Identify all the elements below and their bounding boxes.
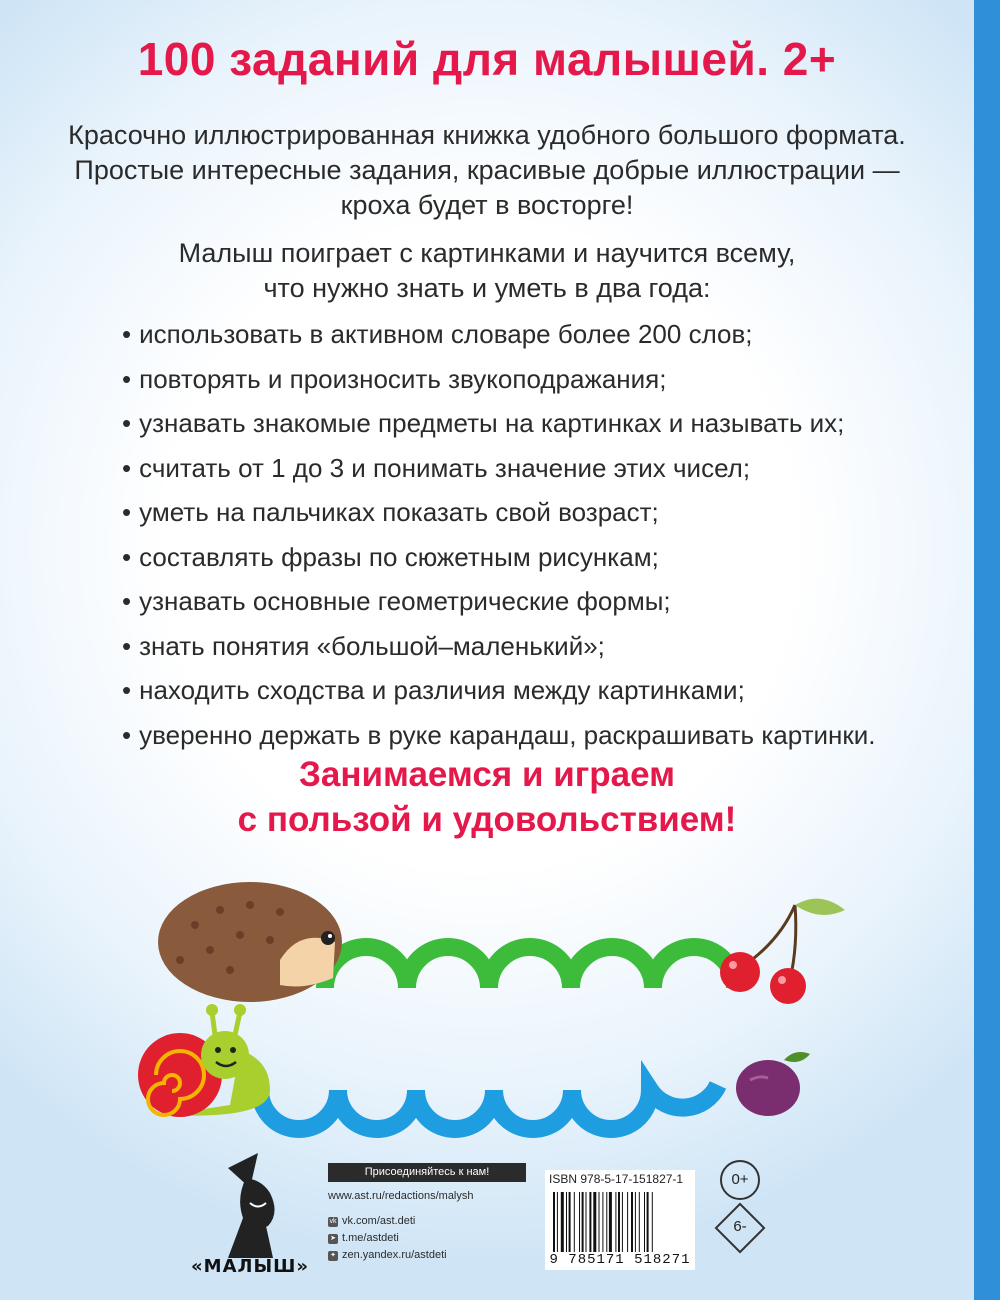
blue-track (260, 1085, 718, 1129)
bullet: • (122, 675, 132, 705)
telegram-icon: ➤ (328, 1234, 338, 1244)
barcode-bar (593, 1192, 596, 1252)
list-item (122, 668, 922, 713)
barcode-bar (609, 1192, 612, 1252)
skill-text: знать понятия «большой–маленький»; (139, 630, 605, 661)
bullet: • (122, 497, 132, 527)
isbn-label: ISBN 978-5-17-151827-1 (549, 1172, 684, 1186)
skill-text: составлять фразы по сюжетным рисункам; (139, 541, 659, 572)
age-warning-label: 6- (733, 1218, 747, 1235)
age-rating-badge: 0+ (720, 1160, 760, 1200)
motto-line: Занимаемся и играем (298, 755, 676, 794)
barcode-bar (647, 1192, 649, 1252)
zen-icon: ✦ (328, 1251, 338, 1261)
snail-icon (138, 1004, 270, 1117)
intro-line: Красочно иллюстрированная книжка удобного большого формата. (68, 120, 906, 150)
lead-line: Малыш поиграет с картинками и научится всему, (178, 238, 796, 268)
barcode-bar (606, 1192, 607, 1252)
intro-line: Простые интересные задания, красивые добрые иллюстрации — (74, 155, 900, 185)
skill-text: уметь на пальчиках показать свой возраст; (139, 497, 659, 527)
vk-icon: vk (329, 1217, 337, 1225)
barcode-bar (599, 1192, 600, 1252)
hedgehog-icon (158, 882, 342, 1002)
skill-text: использовать в активном словаре более 200 слов; (139, 319, 753, 349)
barcode-bar (652, 1192, 653, 1252)
motto (0, 752, 974, 842)
list-item (122, 624, 922, 669)
barcode-bar (566, 1192, 567, 1252)
intro-paragraph (20, 118, 954, 223)
book-title: 100 заданий для малышей. 2+ (137, 33, 837, 85)
barcode-bar (579, 1192, 580, 1252)
list-item (122, 357, 922, 402)
isbn-digits: 9 785171 518271 (549, 1252, 691, 1268)
skill-text: узнавать знакомые предметы на картинках и называть их; (139, 408, 845, 438)
motto-line: с пользой и удовольствием! (237, 800, 737, 839)
skill-text: повторять и произносить звукоподражания; (139, 363, 667, 394)
publisher-name: «МАЛЫШ» (191, 1256, 309, 1277)
barcode-bar (569, 1192, 571, 1252)
barcode-bar (582, 1192, 584, 1252)
tracing-illustration (120, 880, 860, 1155)
lead-line: что нужно знать и уметь в два года: (263, 273, 711, 303)
cherry-icon (720, 899, 845, 1004)
bullet: • (122, 541, 132, 572)
bullet: • (122, 363, 132, 394)
barcode-bar (627, 1192, 628, 1252)
social-link-text: t.me/astdeti (342, 1232, 399, 1244)
bullet: • (122, 452, 132, 483)
barcode-bar (586, 1192, 587, 1252)
barcode-bar (557, 1192, 558, 1252)
skill-text: узнавать основные геометрические формы; (139, 586, 671, 616)
isbn-block (545, 1170, 695, 1270)
barcode-bar (635, 1192, 636, 1252)
list-item (122, 312, 922, 357)
social-link-zen[interactable] (328, 1247, 447, 1264)
social-link-text: zen.yandex.ru/astdeti (342, 1249, 447, 1261)
barcode-bar (574, 1192, 575, 1252)
list-item (122, 535, 922, 580)
list-item (122, 579, 922, 624)
social-link-telegram[interactable] (328, 1230, 447, 1247)
join-us-label: Присоединяйтесь к нам! (328, 1163, 526, 1182)
bullet: • (122, 630, 132, 661)
barcode-bar (553, 1192, 555, 1252)
skill-text: считать от 1 до 3 и понимать значение этих чисел; (139, 452, 751, 483)
plum-icon (736, 1052, 810, 1116)
barcode-bar (639, 1192, 640, 1252)
skill-text: уверенно держать в руке карандаш, раскрашивать картинки. (139, 719, 876, 750)
bullet: • (122, 719, 132, 750)
social-link-text: vk.com/ast.deti (342, 1215, 416, 1227)
list-item (122, 401, 922, 446)
barcode-bar (631, 1192, 633, 1252)
barcode-bar (589, 1192, 591, 1252)
bullet: • (122, 408, 132, 438)
skill-text: находить сходства и различия между картинками; (139, 675, 745, 705)
barcode-bar (561, 1192, 564, 1252)
green-track (325, 947, 735, 988)
list-item (122, 713, 922, 758)
barcode-bar (622, 1192, 623, 1252)
list-item (122, 446, 922, 491)
spine-stripe (974, 0, 1000, 1300)
barcode-bar (615, 1192, 616, 1252)
barcode-icon (551, 1192, 689, 1252)
barcode-bar (618, 1192, 620, 1252)
bullet: • (122, 586, 132, 616)
intro-line: кроха будет в восторге! (340, 190, 634, 220)
publisher-site-link[interactable]: www.ast.ru/redactions/malysh (328, 1190, 474, 1202)
list-item (122, 490, 922, 535)
barcode-bar (644, 1192, 645, 1252)
lead-paragraph (20, 236, 954, 306)
social-links (328, 1213, 447, 1264)
social-link-vk[interactable] (328, 1213, 447, 1230)
bullet: • (122, 319, 132, 349)
skills-list (122, 312, 922, 757)
barcode-bar (602, 1192, 603, 1252)
